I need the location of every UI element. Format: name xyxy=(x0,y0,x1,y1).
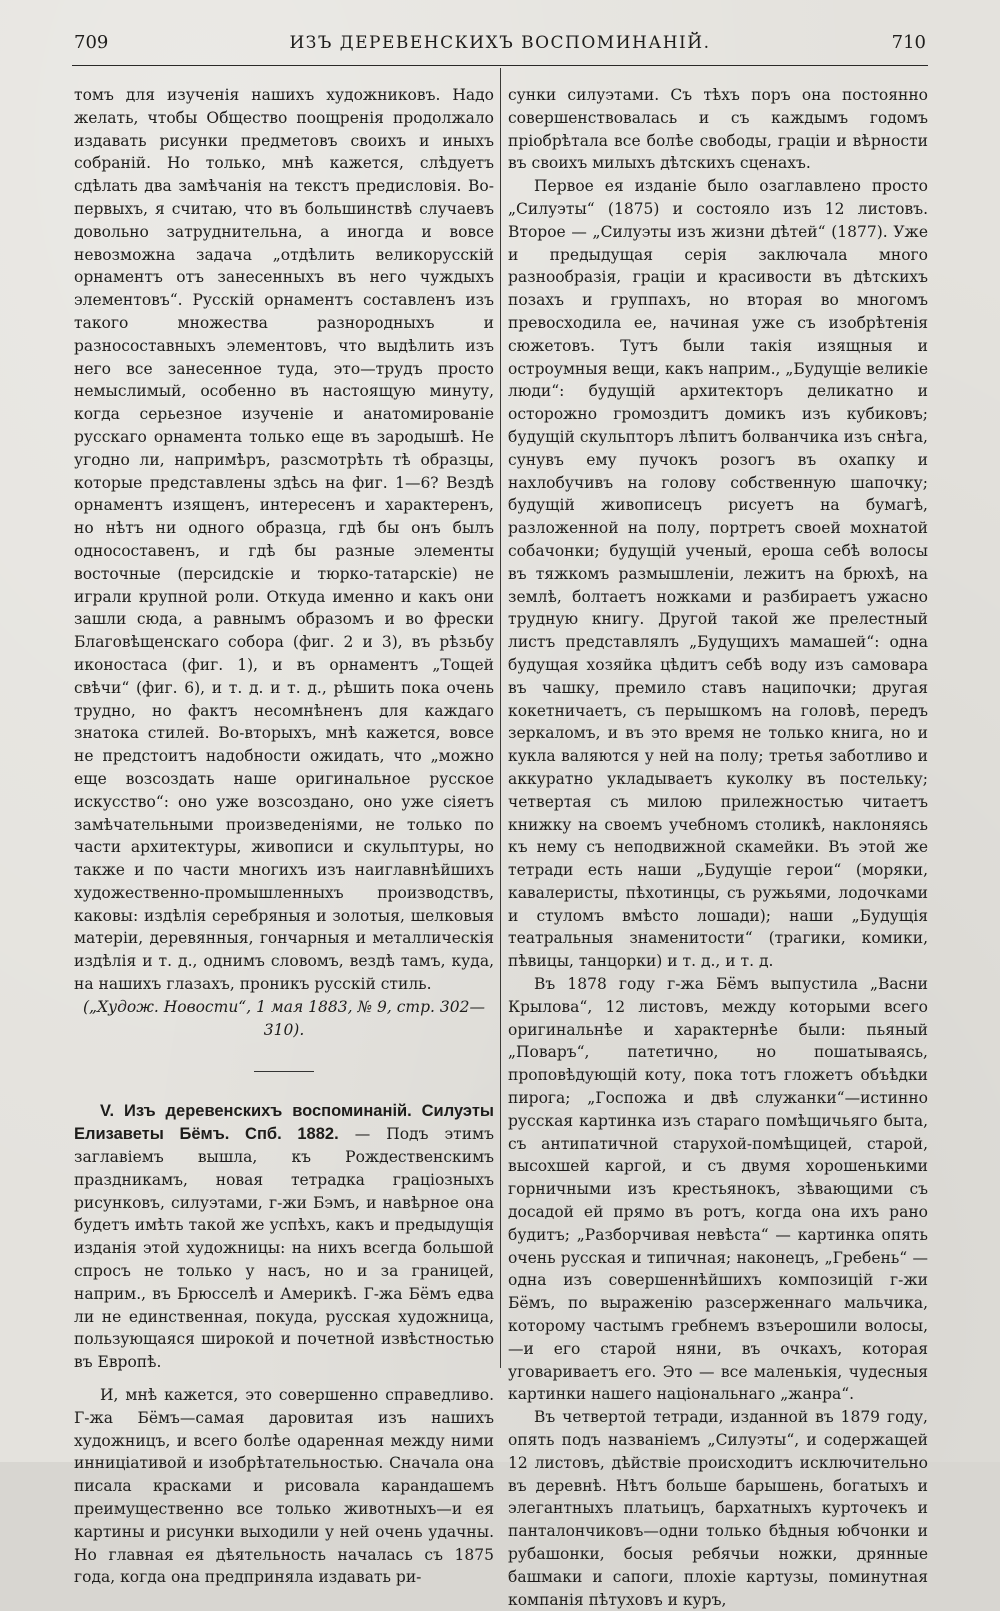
paragraph: Первое ея изданіе было озаглавлено просто „Силуэты“ (1875) и состояло изъ 12 листовъ. Второе — „Силуэты изъ жизни дѣтей“ (1877). Уже и предыдущая серія заключала много разнообразія, граціи и красивости въ дѣтскихъ позахъ и группахъ, но вторая во многомъ превосходила ее, начиная уже съ изобрѣтенія сюжетовъ. Тутъ были такія изящныя и остроумныя вещи, какъ наприм., „Будущіе великіе люди“: будущій архитекторъ деликатно и осторожно громоздитъ домикъ изъ кубиковъ; будущій скульпторъ лѣпитъ болванчика изъ снѣга, сунувъ ему пучокъ розогъ въ охапку и нахлобучивъ на голову собственную шапочку; будущій живописецъ рисуетъ на бумагѣ, разложенной на полу, портретъ своей мохнатой собачонки; будущій ученый, ероша себѣ волосы въ тяжкомъ размышленіи, лежитъ на брюхѣ, на землѣ, болтаетъ ножками и разбираетъ ужасно трудную книгу. Другой такой же прелестный листъ представлялъ „Будущихъ мамашей“: одна будущая хозяйка цѣдитъ себѣ воду изъ самовара въ чашку, премило ставъ наципочки; другая кокетничаетъ, съ перышкомъ на головѣ, передъ зеркаломъ, и въ это время не только книга, но и кукла валяются у ней на полу; третья заботливо и аккуратно укладываетъ куколку въ постельку; четвертая съ милою прилежностью читаетъ книжку на своемъ учебномъ столикѣ, наклоняясь къ нему съ неподвижной скамейки. Въ этой же тетради есть наши „Будущіе герои“ (моряки, кавалеристы, пѣхотинцы, съ ружьями, лодочками и стуломъ вмѣсто лошади); наши „Будущія театральныя знаменитости“ (трагики, комики, пѣвицы, танцорки) и т. д., и т. д. xyxy=(508,177,928,971)
paragraph: Въ 1878 году г-жа Бёмъ выпустила „Васни Крылова“, 12 листовъ, между которыми всего оригинальнѣе и характернѣе были: пьяный „Поваръ“, патетично, но пошатываясь, проповѣдующій коту, пока тотъ гложетъ объѣдки пирога; „Госпожа и двѣ служанки“—истинно русская картинка изъ стараго помѣщичьяго быта, съ антипатичной старухой-помѣщицей, старой, высохшей каргой, и съ двумя хорошенькими горничными изъ крестьянокъ, зѣвающими съ досадой ей прямо въ ротъ, когда она ихъ рано будитъ; „Разборчивая невѣста“ — картинка опять очень русская и типичная; наконецъ, „Гребень“ — одна изъ совершеннѣйшихъ композицій г-жи Бёмъ, по выраженію разсерженнаго мальчика, которому частымъ гребнемъ взъерошили волосы,—и его старой няни, въ очкахъ, которая уговариваетъ его. Это — все маленькія, чудесныя картинки нашего національнаго „жанра“. xyxy=(508,975,928,1404)
running-title: ИЗЪ ДЕРЕВЕНСКИХЪ ВОСПОМИНАНІЙ. xyxy=(289,33,711,53)
paragraph: И, мнѣ кажется, это совершенно справедливо. Г-жа Бёмъ—самая даровитая изъ нашихъ художницъ, и всего болѣе одаренная между ними инниціативой и изобрѣтательностью. Сначала она писала красками и рисовала карандашемъ преимущественно все только животныхъ—и ея картины и рисунки выходили у ней очень удачны. Но главная ея дѣятельность началась съ 1875 года, когда она предприняла издавать ри- xyxy=(74,1386,494,1587)
page-number-right: 710 xyxy=(891,32,926,53)
column-divider xyxy=(500,68,501,1368)
section-title: V. Изъ деревенскихъ воспоминаній. Силуэты Елизаветы Бёмъ. Спб. 1882. xyxy=(74,1102,494,1144)
paragraph: томъ для изученія нашихъ художниковъ. Надо желать, чтобы Общество поощренія продолжало издавать рисунки предметовъ своихъ и иныхъ собраній. Но только, мнѣ кажется, слѣдуетъ сдѣлать два замѣчанія на текстъ предисловія. Во-первыхъ, я считаю, что въ большинствѣ случаевъ довольно затруднительна, а иногда и вовсе невозможна задача „отдѣлить великорусскій орнаментъ отъ занесенныхъ въ него чуждыхъ элементовъ“. Русскій орнаментъ составленъ изъ такого множества разнородныхъ и разносоставныхъ элементовъ, что выдѣлить изъ него все занесенное туда, это—трудъ просто немыслимый, особенно въ настоящую минуту, когда серьезное изученіе и анатомированіе русскаго орнамента только еще въ зародышѣ. Не угодно ли, напримѣръ, разсмотрѣть тѣ образцы, которые представлены здѣсь на фиг. 1—6? Вездѣ орнаментъ изященъ, интересенъ и характеренъ, но нѣтъ ни одного образца, гдѣ бы онъ былъ односоставенъ, и гдѣ бы разные элементы восточные (персидскіе и тюрко-татарскіе) не играли крупной роли. Откуда именно и какъ они зашли сюда, а равнымъ образомъ и во фрески Благовѣщенскаго собора (фиг. 2 и 3), въ рѣзьбу иконостаса (фиг. 1), и въ орнаментъ „Тощей свѣчи“ (фиг. 6), и т. д. и т. д., рѣшить пока очень трудно, но фактъ несомнѣненъ для каждаго знатока стилей. Во-вторыхъ, мнѣ кажется, вовсе не предстоитъ надобности ожидать, что „можно еще возсоздать наше оригинальное русское искусство“: оно уже возсоздано, оно уже сіяетъ замѣчательными произведеніями, не только по части архитектуры, живописи и скульптуры, но также и по части многихъ изъ наиглавнѣйшихъ художественно-промышленныхъ производствъ, каковы: издѣлія серебряныя и золотыя, шелковыя матеріи, деревянныя, гончарныя и металлическія издѣлія и т. д., однимъ словомъ, вездѣ тамъ, куда, на нашихъ глазахъ, проникъ русскій стиль. xyxy=(74,86,494,994)
header-rule xyxy=(72,65,928,66)
section-paragraph xyxy=(74,1100,494,1374)
paragraph: сунки силуэтами. Съ тѣхъ поръ она постоянно совершенствовалась и съ каждымъ годомъ пріобрѣтала все болѣе свободы, граціи и вѣрности въ своихъ милыхъ дѣтскихъ сценахъ. xyxy=(508,86,928,173)
section-separator xyxy=(254,1071,314,1072)
running-header xyxy=(74,32,926,60)
right-column xyxy=(508,84,928,1609)
citation: („Худож. Новости“, 1 мая 1883, № 9, стр. 302—310). xyxy=(83,997,485,1039)
left-column xyxy=(74,84,494,1587)
paragraph: Въ четвертой тетради, изданной въ 1879 году, опять подъ названіемъ „Силуэты“, и содержащей 12 листовъ, дѣйствіе происходитъ исключительно въ деревнѣ. Нѣтъ больше барышень, богатыхъ и элегантныхъ платьицъ, бархатныхъ курточекъ и панталончиковъ—одни только бѣдныя юбчонки и рубашонки, босыя ребячьи ножки, дрянные башмаки и сапоги, плохіе картузы, поминутная компанія пѣтуховъ и куръ, xyxy=(508,1408,928,1609)
paragraph-text: — Подъ этимъ заглавіемъ вышла, къ Рождественскимъ праздникамъ, новая тетрадка граціозныхъ рисунковъ, силуэтами, г-жи Бэмъ, и навѣрное она будетъ имѣть такой же успѣхъ, какъ и предыдущія изданія этой художницы: на нихъ всегда большой спросъ не только у насъ, но и за границей, наприм., въ Брюсселѣ и Америкѣ. Г-жа Бёмъ едва ли не единственная, покуда, русская художница, пользующаяся широкой и почетной извѣстностью въ Европѣ. xyxy=(74,1125,494,1372)
page-number-left: 709 xyxy=(74,32,109,53)
